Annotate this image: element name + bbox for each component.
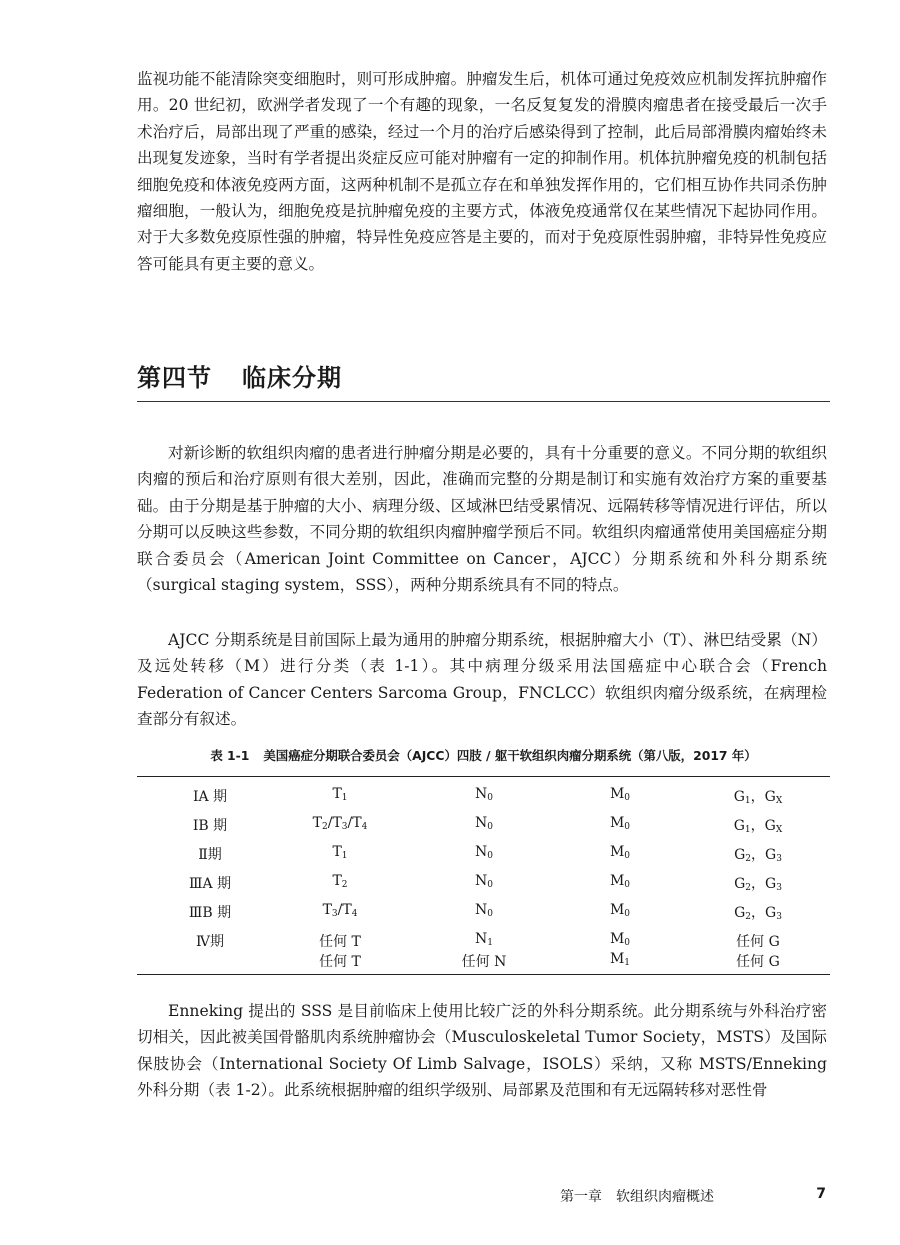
cell-t: $T_1$ (332, 844, 348, 861)
table-row (137, 902, 830, 932)
section-title: 临床分期 (242, 364, 342, 392)
cell-t: 任何 T (319, 934, 361, 950)
page-number: 7 (816, 1186, 826, 1202)
cell-m: $M_0$ (609, 873, 631, 890)
cell-n: $N_0$ (475, 844, 493, 861)
cell-stage: Ⅳ期 (196, 934, 224, 950)
table-bottom-rule (137, 974, 830, 975)
cell-t: $T_2$ (332, 873, 348, 890)
section-divider (137, 401, 830, 402)
cell-m: $M_0$ (609, 786, 631, 803)
cell-g: $G_2$，$G_3$ (734, 905, 782, 922)
paragraph-staging-intro: 对新诊断的软组织肉瘤的患者进行肿瘤分期是必要的，具有十分重要的意义。不同分期的软组织肉瘤的预后和治疗原则有很大差别，因此，准确而完整的分期是制订和实施有效治疗方案的重要基础。由于分期是基于肿瘤的大小、病理分级、区域淋巴结受累情况、远隔转移等情况进行评估，所以分期可以反映这些参数，不同分期的软组织肉瘤肿瘤学预后不同。软组织肉瘤通常使用美国癌症分期联合委员会（American Joint Committee on Cancer，AJCC）分期系统和外科分期系统（surgical staging system，SSS），两种分期系统具有不同的特点。 (137, 444, 827, 595)
cell-m: $M_0$ (609, 815, 631, 832)
section-heading (137, 358, 342, 393)
cell-n: $N_0$ (475, 815, 493, 832)
cell-g: 任何 G (736, 954, 780, 970)
table-top-rule (137, 776, 830, 777)
paragraph-intro: 监视功能不能清除突变细胞时，则可形成肿瘤。肿瘤发生后，机体可通过免疫效应机制发挥抗肿瘤作用。20 世纪初，欧洲学者发现了一个有趣的现象，一名反复复发的滑膜肉瘤患者在接受最后一次手术治疗后，局部出现了严重的感染，经过一个月的治疗后感染得到了控制，此后局部滑膜肉瘤始终未出现复发迹象，当时有学者提出炎症反应可能对肿瘤有一定的抑制作用。机体抗肿瘤免疫的机制包括细胞免疫和体液免疫两方面，这两种机制不是孤立存在和单独发挥作用的，它们相互协作共同杀伤肿瘤细胞，一般认为，细胞免疫是抗肿瘤免疫的主要方式，体液免疫通常仅在某些情况下起协同作用。对于大多数免疫原性强的肿瘤，特异性免疫应答是主要的，而对于免疫原性弱肿瘤，非特异性免疫应答可能具有更主要的意义。 (137, 70, 827, 273)
chapter-title: 第一章 软组织肉瘤概述 (560, 1189, 714, 1205)
cell-stage: ⅢA 期 (188, 876, 232, 892)
cell-g: $G_2$，$G_3$ (734, 876, 782, 893)
cell-m: $M_0$ (609, 902, 631, 919)
cell-t: $T_2/T_3/T_4$ (312, 815, 368, 832)
table-row (137, 815, 830, 845)
table-row (137, 951, 830, 981)
cell-stage: Ⅱ期 (198, 847, 222, 863)
cell-g: $G_1$，$G_X$ (733, 818, 783, 835)
cell-n: $N_0$ (475, 902, 493, 919)
paragraph-enneking: Enneking 提出的 SSS 是目前临床上使用比较广泛的外科分期系统。此分期系统与外科治疗密切相关，因此被美国骨骼肌肉系统肿瘤协会（Musculoskeletal Tumor Society，MSTS）及国际保肢协会（International Society Of Limb Salvage，ISOLS）采纳，又称 MSTS/Enneking 外科分期（表 1-2）。此系统根据肿瘤的组织学级别、局部累及范围和有无远隔转移对恶性骨 (137, 1002, 827, 1100)
table-caption-text: 美国癌症分期联合委员会（AJCC）四肢 / 躯干软组织肉瘤分期系统（第八版，2017 年） (263, 748, 757, 763)
cell-m: $M_0$ (609, 931, 631, 948)
paragraph-ajcc: AJCC 分期系统是目前国际上最为通用的肿瘤分期系统，根据肿瘤大小（T）、淋巴结受累（N）及远处转移（M）进行分类（表 1-1）。其中病理分级采用法国癌症中心联合会（French Federation of Cancer Centers Sarcoma Group，FNCLCC）软组织肉瘤分级系统，在病理检查部分有叙述。 (137, 631, 827, 729)
cell-t: $T_1$ (332, 786, 348, 803)
cell-n: 任何 N (461, 954, 507, 970)
cell-t: $T_3/T_4$ (322, 902, 358, 919)
cell-stage: ⅠB 期 (192, 818, 228, 834)
cell-g: $G_1$，$G_X$ (733, 789, 783, 806)
section-number: 第四节 (137, 364, 212, 392)
table-row (137, 786, 830, 816)
cell-n: $N_0$ (475, 873, 493, 890)
cell-m: $M_0$ (609, 844, 631, 861)
cell-g: 任何 G (736, 934, 780, 950)
table-row (137, 873, 830, 903)
table-row (137, 844, 830, 874)
cell-m: $M_1$ (609, 951, 631, 968)
cell-n: $N_1$ (475, 931, 493, 948)
cell-n: $N_0$ (475, 786, 493, 803)
cell-stage: ⅠA 期 (192, 789, 228, 805)
cell-t: 任何 T (319, 954, 361, 970)
table-caption-number: 表 1-1 (210, 748, 250, 763)
cell-stage: ⅢB 期 (188, 905, 232, 921)
table-caption (137, 746, 830, 764)
cell-g: $G_2$，$G_3$ (734, 847, 782, 864)
